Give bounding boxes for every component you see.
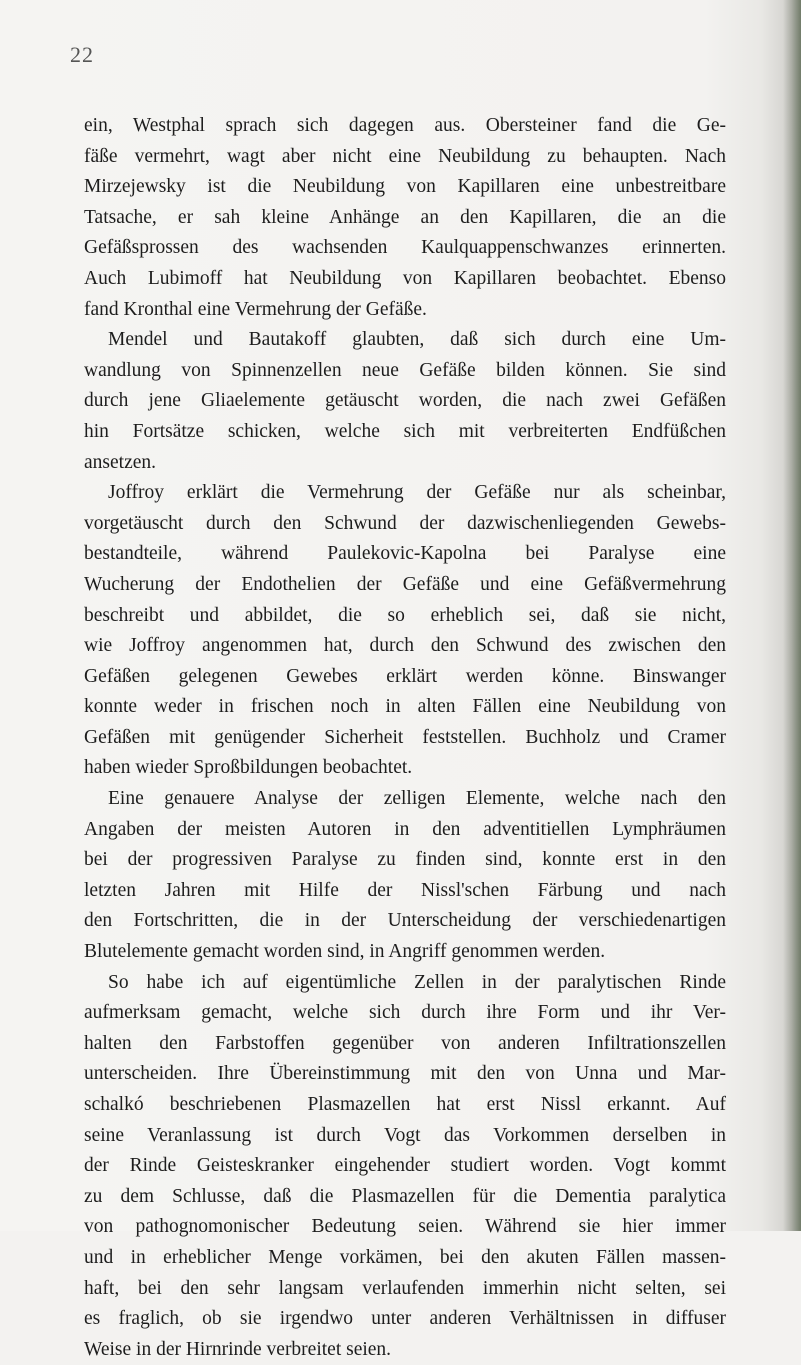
text-line: Gefäßen gelegenen Gewebes erklärt werden könne. Binswanger xyxy=(84,665,726,687)
text-line: ansetzen. xyxy=(84,451,157,473)
text-line: unterscheiden. Ihre Übereinstimmung mit den von Unna und Mar- xyxy=(84,1063,726,1085)
text-line: vorgetäuscht durch den Schwund der dazwischenliegenden Gewebs- xyxy=(84,512,726,534)
text-line: haft, bei den sehr langsam verlaufenden immerhin nicht selten, sei xyxy=(84,1277,726,1299)
text-line: schalkó beschriebenen Plasmazellen hat erst Nissl erkannt. Auf xyxy=(84,1094,726,1115)
text-line: Mendel und Bautakoff glaubten, daß sich durch eine Um- xyxy=(108,329,726,351)
text-line: der Rinde Geisteskranker eingehender studiert worden. Vogt kommt xyxy=(84,1155,726,1177)
text-line: zu dem Schlusse, daß die Plasmazellen für die Dementia paralytica xyxy=(84,1185,726,1207)
text-line: halten den Farbstoffen gegenüber von anderen Infiltrationszellen xyxy=(84,1032,726,1054)
text-line: Auch Lubimoff hat Neubildung von Kapillaren beobachtet. Ebenso xyxy=(84,267,726,289)
text-line: Wucherung der Endothelien der Gefäße und eine Gefäßvermehrung xyxy=(84,573,726,595)
text-line: den Fortschritten, die in der Unterscheidung der verschiedenartigen xyxy=(84,910,726,932)
text-line: beschreibt und abbildet, die so erheblich sei, daß sie nicht, xyxy=(84,604,726,626)
text-line: Gefäßen mit genügender Sicherheit feststellen. Buchholz und Cramer xyxy=(84,726,726,748)
text-line: Angaben der meisten Autoren in den adventitiellen Lymphräumen xyxy=(84,818,726,840)
text-line: seine Veranlassung ist durch Vogt das Vorkommen derselben in xyxy=(84,1124,726,1146)
text-line: Joffroy erklärt die Vermehrung der Gefäße nur als scheinbar, xyxy=(108,482,726,504)
text-line: ein, Westphal sprach sich dagegen aus. Obersteiner fand die Ge- xyxy=(84,115,726,136)
body-text xyxy=(84,111,726,1365)
text-line: fand Kronthal eine Vermehrung der Gefäße. xyxy=(84,298,427,320)
text-line: und in erheblicher Menge vorkämen, bei den akuten Fällen massen- xyxy=(84,1246,726,1268)
text-line: Gefäßsprossen des wachsenden Kaulquappenschwanzes erinnerten. xyxy=(84,237,726,259)
text-line: von pathognomonischer Bedeutung seien. Während sie hier immer xyxy=(84,1216,726,1238)
text-line: Tatsache, er sah kleine Anhänge an den Kapillaren, die an die xyxy=(84,206,726,228)
text-line: durch jene Gliaelemente getäuscht worden, die nach zwei Gefäßen xyxy=(84,390,726,412)
page-edge-shadow xyxy=(783,0,801,1231)
text-line: So habe ich auf eigentümliche Zellen in der paralytischen Rinde xyxy=(108,971,726,993)
text-line: wie Joffroy angenommen hat, durch den Schwund des zwischen den xyxy=(84,635,726,657)
page-number: 22 xyxy=(70,42,94,67)
text-line: letzten Jahren mit Hilfe der Nissl'schen Färbung und nach xyxy=(84,879,726,901)
text-line: bestandteile, während Paulekovic-Kapolna bei Paralyse eine xyxy=(84,543,726,565)
text-line: es fraglich, ob sie irgendwo unter anderen Verhältnissen in diffuser xyxy=(84,1308,726,1330)
text-line: Eine genauere Analyse der zelligen Elemente, welche nach den xyxy=(108,788,726,810)
text-line: Mirzejewsky ist die Neubildung von Kapillaren eine unbestreitbare xyxy=(84,176,726,198)
text-line: bei der progressiven Paralyse zu finden sind, konnte erst in den xyxy=(84,849,726,871)
text-line: wandlung von Spinnenzellen neue Gefäße bilden können. Sie sind xyxy=(84,359,726,381)
text-line: fäße vermehrt, wagt aber nicht eine Neubildung zu behaupten. Nach xyxy=(84,145,726,167)
text-line: Blutelemente gemacht worden sind, in Angriff genommen werden. xyxy=(84,941,606,963)
text-line: konnte weder in frischen noch in alten Fällen eine Neubildung von xyxy=(84,696,726,718)
text-line: haben wieder Sproßbildungen beobachtet. xyxy=(84,757,413,779)
text-line: Weise in der Hirnrinde verbreitet seien. xyxy=(84,1338,392,1360)
text-line: aufmerksam gemacht, welche sich durch ihre Form und ihr Ver- xyxy=(84,1002,726,1024)
text-line: hin Fortsätze schicken, welche sich mit verbreiterten Endfüßchen xyxy=(84,420,726,442)
